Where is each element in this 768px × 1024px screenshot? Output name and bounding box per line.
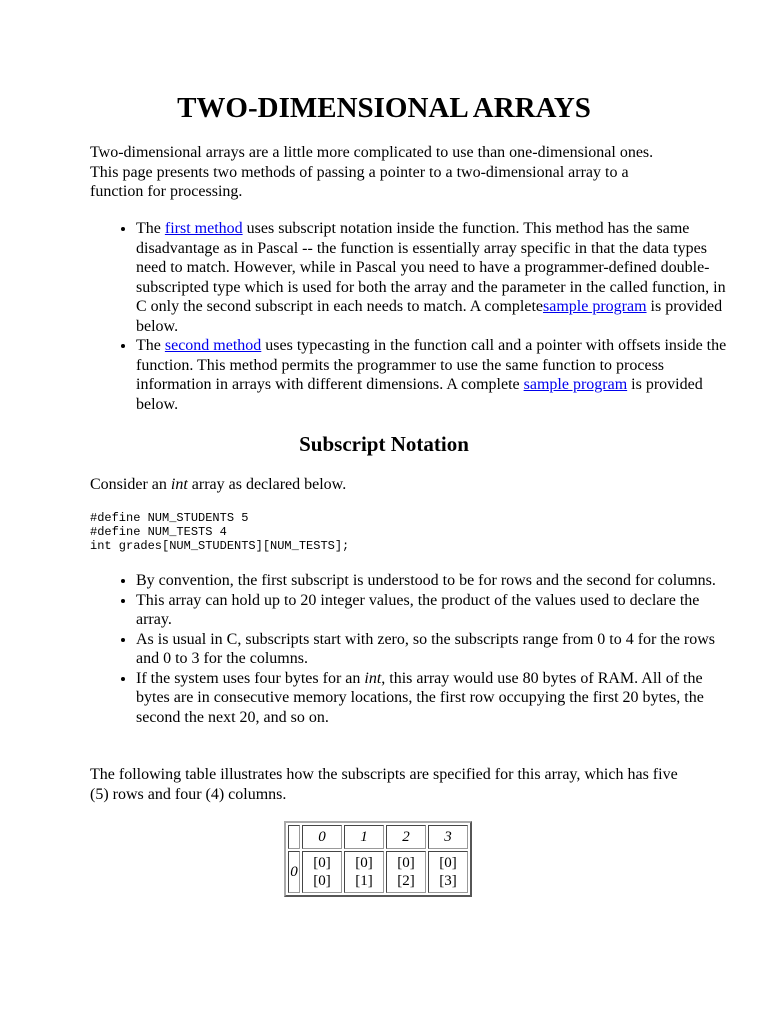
sample-program-link[interactable]: sample program xyxy=(523,376,628,393)
table-row xyxy=(288,851,468,893)
table-cell: [0][1] xyxy=(344,851,384,893)
table-corner-cell xyxy=(288,825,300,849)
table-cell: [0][0] xyxy=(302,851,342,893)
facts-list xyxy=(90,571,736,727)
subscript-table xyxy=(284,821,472,897)
table-header-row xyxy=(288,825,468,849)
table-cell: [0][2] xyxy=(386,851,426,893)
item-text: uses typecasting in the function call and a pointer with offsets inside the function. This method permits the programmer to use the same function to process information in arrays with different dimensions. A complete xyxy=(136,337,727,393)
fact-after: , this array would use 80 bytes of RAM. All of the bytes are in consecutive memory locations, the first row occupying the first 20 bytes, the second the next 20, and so on. xyxy=(136,669,704,726)
code-block: #define NUM_STUDENTS 5 #define NUM_TESTS 4 int grades[NUM_STUDENTS][NUM_TESTS]; xyxy=(90,511,350,553)
consider-paragraph xyxy=(90,475,680,495)
first-method-link[interactable]: first method xyxy=(164,220,243,237)
list-item: • As is usual in C, subscripts start with zero, so the subscripts range from 0 to 4 for the rows and 0 to 3 for the columns. xyxy=(136,630,736,669)
item-prefix: The xyxy=(136,220,165,237)
row-header: 0 xyxy=(288,851,300,893)
fact-before: If the system uses four bytes for an xyxy=(136,669,365,687)
table-cell: [0][3] xyxy=(428,851,468,893)
column-header: 0 xyxy=(302,825,342,849)
consider-type: int xyxy=(170,476,188,493)
methods-list xyxy=(90,219,736,414)
list-item: • This array can hold up to 20 integer values, the product of the values used to declare the array. xyxy=(136,591,736,630)
page-title: TWO-DIMENSIONAL ARRAYS xyxy=(177,92,591,124)
item-suffix: is provided below. xyxy=(136,376,703,413)
column-header: 3 xyxy=(428,825,468,849)
consider-before: Consider an xyxy=(90,476,171,493)
list-item xyxy=(136,336,736,414)
column-header: 1 xyxy=(344,825,384,849)
list-item: • By convention, the first subscript is understood to be for rows and the second for columns. xyxy=(136,571,736,591)
item-prefix: The xyxy=(136,337,165,354)
consider-after: array as declared below. xyxy=(187,476,347,493)
item-text: uses subscript notation inside the function. This method has the same disadvantage as in Pascal -- the function is essentially array specific in that the data types need to match. However, while in Pascal you need to have a programmer-defined double-subscripted type which is used for both the array and the parameter in the called function, in C only the second subscript in each needs to match. A complete xyxy=(136,220,726,315)
section-heading: Subscript Notation xyxy=(299,432,469,456)
column-header: 2 xyxy=(386,825,426,849)
second-method-link[interactable]: second method xyxy=(164,337,262,354)
table-intro-paragraph: The following table illustrates how the subscripts are specified for this array, which has five (5) rows and four (4) columns. xyxy=(90,766,678,803)
intro-paragraph: Two-dimensional arrays are a little more complicated to use than one-dimensional ones. This page presents two methods of passing a pointer to a two-dimensional array to a function for processing. xyxy=(90,144,654,200)
list-item xyxy=(136,219,736,336)
item-suffix: is provided below. xyxy=(136,298,723,335)
sample-program-link[interactable]: sample program xyxy=(543,298,647,315)
fact-type: int xyxy=(364,669,382,687)
list-item xyxy=(136,669,736,728)
